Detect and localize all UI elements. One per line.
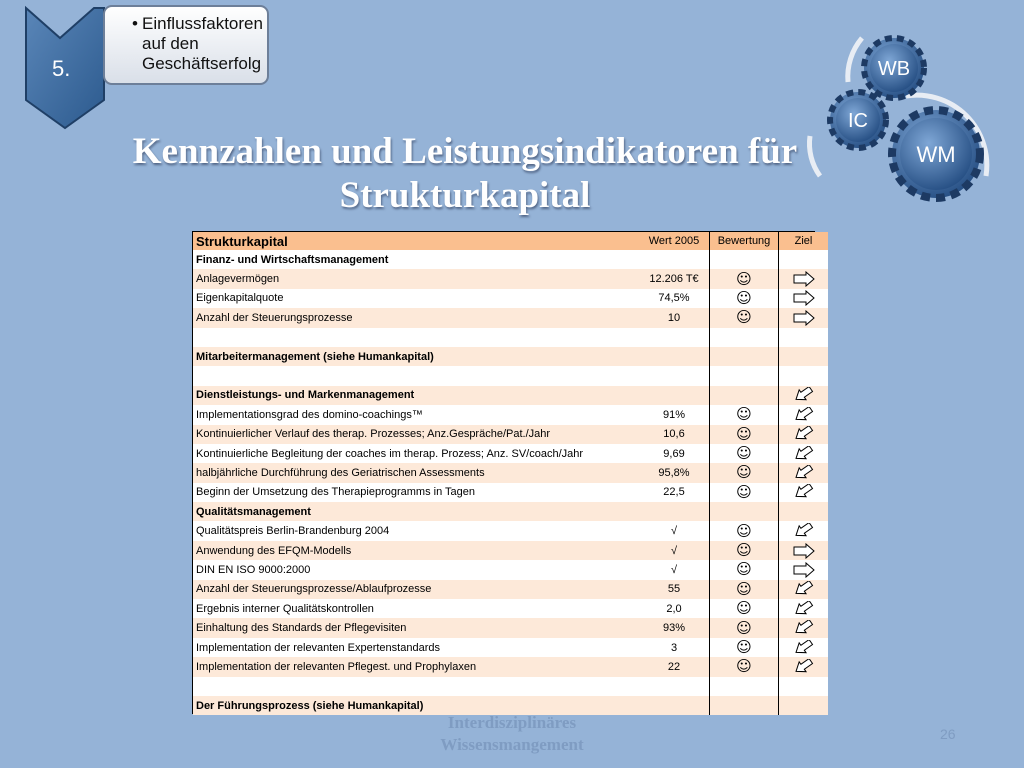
smiley-icon: ☺	[736, 444, 752, 463]
step-label-line: Geschäftserfolg	[142, 54, 262, 73]
row-bewertung	[710, 269, 779, 288]
row-bewertung	[710, 580, 779, 599]
row-ziel	[779, 618, 829, 637]
row-wert: 55	[639, 580, 710, 599]
arrow-up-right-icon	[793, 426, 815, 442]
slide-title-line: Strukturkapital	[339, 175, 591, 216]
row-bewertung	[710, 677, 779, 696]
header-bewertung: Bewertung	[710, 232, 779, 250]
row-label: Qualitätsmanagement	[193, 502, 639, 521]
row-label: Anzahl der Steuerungsprozesse	[193, 308, 639, 327]
row-label: Dienstleistungs- und Markenmanagement	[193, 386, 639, 405]
table-row	[193, 289, 828, 308]
row-ziel	[779, 444, 829, 463]
row-wert	[639, 677, 710, 696]
arrow-up-right-icon	[793, 484, 815, 500]
row-bewertung	[710, 308, 779, 327]
arrow-up-right-icon	[793, 640, 815, 656]
row-wert	[639, 328, 710, 347]
row-label	[193, 366, 639, 385]
smiley-icon: ☺	[736, 288, 752, 307]
footer-line: Interdisziplinäres	[447, 713, 577, 732]
row-wert: 3	[639, 638, 710, 657]
row-wert: √	[639, 521, 710, 540]
row-bewertung	[710, 444, 779, 463]
smiley-icon: ☺	[736, 308, 752, 327]
row-ziel	[779, 347, 829, 366]
row-label: Ergebnis interner Qualitätskontrollen	[193, 599, 639, 618]
row-label: Anzahl der Steuerungsprozesse/Ablaufprozesse	[193, 580, 639, 599]
row-ziel	[779, 541, 829, 560]
row-bewertung	[710, 405, 779, 424]
table-row	[193, 483, 828, 502]
table-row	[193, 521, 828, 540]
step-label-line: auf den	[142, 34, 199, 53]
row-wert	[639, 696, 710, 715]
table-row	[193, 308, 828, 327]
table-row	[193, 618, 828, 637]
row-bewertung	[710, 560, 779, 579]
row-ziel	[779, 269, 829, 288]
row-bewertung	[710, 502, 779, 521]
table-row	[193, 541, 828, 560]
slide-footer	[400, 712, 624, 756]
smiley-icon: ☺	[736, 657, 752, 676]
header-title: Strukturkapital	[193, 232, 639, 250]
row-label: Kontinuierliche Begleitung der coaches im therap. Prozess; Anz. SV/coach/Jahr	[193, 444, 639, 463]
table-blank-row	[193, 366, 828, 385]
arrow-up-right-icon	[793, 446, 815, 462]
gear-wm-icon	[892, 110, 980, 198]
table-row	[193, 444, 828, 463]
row-label: Anwendung des EFQM-Modells	[193, 541, 639, 560]
row-bewertung	[710, 657, 779, 676]
row-ziel	[779, 560, 829, 579]
row-bewertung	[710, 289, 779, 308]
row-bewertung	[710, 463, 779, 482]
smiley-icon: ☺	[736, 424, 752, 443]
row-ziel	[779, 580, 829, 599]
slide-title	[40, 130, 890, 218]
arrow-up-right-icon	[793, 387, 815, 403]
table-row	[193, 405, 828, 424]
row-label: Implementation der relevanten Expertenstandards	[193, 638, 639, 657]
smiley-icon: ☺	[736, 463, 752, 482]
row-wert: 74,5%	[639, 289, 710, 308]
row-wert: √	[639, 541, 710, 560]
row-wert: 10	[639, 308, 710, 327]
smiley-icon: ☺	[736, 618, 752, 637]
row-bewertung	[710, 483, 779, 502]
table-row	[193, 425, 828, 444]
arrow-up-right-icon	[793, 523, 815, 539]
row-label: Qualitätspreis Berlin-Brandenburg 2004	[193, 521, 639, 540]
step-label-line: • Einflussfaktoren	[132, 14, 284, 34]
row-label: Eigenkapitalquote	[193, 289, 639, 308]
row-bewertung	[710, 425, 779, 444]
row-ziel	[779, 657, 829, 676]
footer-line: Wissensmangement	[440, 735, 584, 754]
table-header-row	[193, 232, 828, 250]
smiley-icon: ☺	[736, 541, 752, 560]
table-section-row	[193, 502, 828, 521]
row-wert: 10,6	[639, 425, 710, 444]
arrow-right-icon	[793, 310, 815, 326]
row-label: Implementation der relevanten Pflegest. und Prophylaxen	[193, 657, 639, 676]
row-wert: 95,8%	[639, 463, 710, 482]
slide-title-line: Kennzahlen und Leistungsindikatoren für	[132, 131, 798, 172]
table-row	[193, 269, 828, 288]
row-ziel	[779, 405, 829, 424]
row-bewertung	[710, 638, 779, 657]
gear-ic-label: IC	[848, 110, 868, 132]
row-wert	[639, 250, 710, 269]
arrow-up-right-icon	[793, 601, 815, 617]
row-ziel	[779, 521, 829, 540]
row-wert	[639, 502, 710, 521]
row-ziel	[779, 250, 829, 269]
row-bewertung	[710, 366, 779, 385]
arrow-right-icon	[793, 562, 815, 578]
smiley-icon: ☺	[736, 405, 752, 424]
row-label: Implementationsgrad des domino-coachings™	[193, 405, 639, 424]
row-bewertung	[710, 250, 779, 269]
row-ziel	[779, 599, 829, 618]
row-label: Mitarbeitermanagement (siehe Humankapital)	[193, 347, 639, 366]
arrow-up-right-icon	[793, 620, 815, 636]
row-ziel	[779, 463, 829, 482]
smiley-icon: ☺	[736, 599, 752, 618]
row-ziel	[779, 366, 829, 385]
row-wert: 91%	[639, 405, 710, 424]
smiley-icon: ☺	[736, 521, 752, 540]
row-ziel	[779, 289, 829, 308]
smiley-icon: ☺	[736, 269, 752, 288]
row-bewertung	[710, 328, 779, 347]
smiley-icon: ☺	[736, 560, 752, 579]
table-section-row	[193, 347, 828, 366]
table-row	[193, 657, 828, 676]
table-row	[193, 560, 828, 579]
row-label: Kontinuierlicher Verlauf des therap. Prozesses; Anz.Gespräche/Pat./Jahr	[193, 425, 639, 444]
arrow-up-right-icon	[793, 581, 815, 597]
smiley-icon: ☺	[736, 482, 752, 501]
row-ziel	[779, 696, 829, 715]
row-label	[193, 677, 639, 696]
table-section-row	[193, 386, 828, 405]
header-ziel: Ziel	[779, 232, 829, 250]
table-row	[193, 463, 828, 482]
row-label	[193, 328, 639, 347]
row-bewertung	[710, 521, 779, 540]
table-row	[193, 599, 828, 618]
row-label: Finanz- und Wirtschaftsmanagement	[193, 250, 639, 269]
row-ziel	[779, 328, 829, 347]
strukturkapital-table	[192, 231, 815, 714]
row-ziel	[779, 502, 829, 521]
arrow-right-icon	[793, 290, 815, 306]
row-ziel	[779, 638, 829, 657]
smiley-icon: ☺	[736, 638, 752, 656]
row-label: Der Führungsprozess (siehe Humankapital)	[193, 696, 639, 715]
step-label	[132, 14, 284, 74]
gear-wb-label: WB	[877, 58, 911, 80]
arrow-right-icon	[793, 271, 815, 287]
row-label: Beginn der Umsetzung des Therapieprogramms in Tagen	[193, 483, 639, 502]
row-bewertung	[710, 618, 779, 637]
row-wert: 22	[639, 657, 710, 676]
row-label: Einhaltung des Standards der Pflegevisiten	[193, 618, 639, 637]
row-wert: 12.206 T€	[639, 269, 710, 288]
row-wert	[639, 347, 710, 366]
row-bewertung	[710, 386, 779, 405]
table-row	[193, 638, 828, 657]
gear-wb-icon	[864, 38, 924, 98]
step-number: 5.	[52, 56, 71, 81]
row-ziel	[779, 308, 829, 327]
arrow-up-right-icon	[793, 659, 815, 675]
row-bewertung	[710, 696, 779, 715]
row-label: DIN EN ISO 9000:2000	[193, 560, 639, 579]
row-wert: 9,69	[639, 444, 710, 463]
table-blank-row	[193, 677, 828, 696]
table-row	[193, 580, 828, 599]
smiley-icon: ☺	[736, 579, 752, 598]
row-ziel	[779, 386, 829, 405]
table-blank-row	[193, 328, 828, 347]
row-bewertung	[710, 541, 779, 560]
row-wert: 93%	[639, 618, 710, 637]
row-ziel	[779, 677, 829, 696]
kpi-table	[193, 232, 828, 715]
row-wert: √	[639, 560, 710, 579]
arrow-right-icon	[793, 543, 815, 559]
row-label: halbjährliche Durchführung des Geriatrischen Assessments	[193, 463, 639, 482]
header-wert: Wert 2005	[639, 232, 710, 250]
gear-wm-label: WM	[916, 142, 956, 167]
row-wert	[639, 386, 710, 405]
row-bewertung	[710, 599, 779, 618]
row-wert: 22,5	[639, 483, 710, 502]
step-badge	[20, 4, 272, 134]
arrow-up-right-icon	[793, 465, 815, 481]
row-wert: 2,0	[639, 599, 710, 618]
page-number: 26	[940, 726, 956, 742]
row-ziel	[779, 425, 829, 444]
row-label: Anlagevermögen	[193, 269, 639, 288]
row-wert	[639, 366, 710, 385]
arrow-up-right-icon	[793, 407, 815, 423]
table-section-row	[193, 250, 828, 269]
row-ziel	[779, 483, 829, 502]
row-bewertung	[710, 347, 779, 366]
